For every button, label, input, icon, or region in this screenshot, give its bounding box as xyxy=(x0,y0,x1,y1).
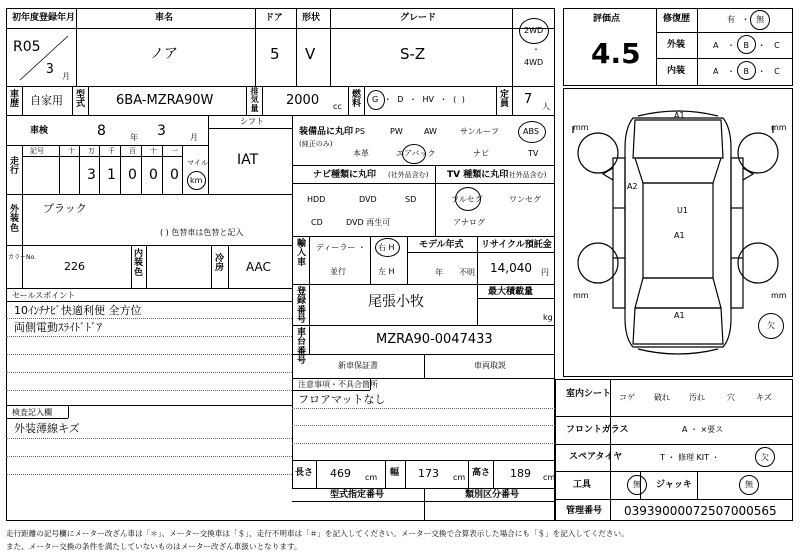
equipment-item: ナビ xyxy=(473,149,489,158)
equipment-sub: (純正のみ) xyxy=(299,140,333,148)
divider xyxy=(146,245,147,288)
divider xyxy=(6,288,292,289)
divider xyxy=(292,378,555,379)
km-unit: km xyxy=(190,176,203,185)
equipment-item: 本革 xyxy=(353,149,369,158)
divider xyxy=(211,245,212,288)
usage-value: 自家用 xyxy=(30,94,63,107)
disp-value: 2000 xyxy=(286,93,320,108)
mileage-digit: 0 xyxy=(170,167,179,183)
divider xyxy=(246,86,247,115)
grade-value: S-Z xyxy=(400,45,426,63)
divider xyxy=(6,318,292,319)
divider xyxy=(68,405,69,418)
interior-color-label: 内装色 xyxy=(133,249,143,278)
equipment-item: サンルーフ xyxy=(460,127,499,136)
divider xyxy=(555,471,793,472)
fuel-options: G ・ D ・ HV ・ ( ) xyxy=(372,95,465,104)
nav-sub: (社外品含む) xyxy=(388,171,429,179)
fuel-label: 燃料 xyxy=(351,90,361,110)
divider xyxy=(697,8,698,86)
mark-a1-rear: A1 xyxy=(674,231,685,240)
divider xyxy=(6,405,292,406)
footer-line-2: また、メーター交換の条件を満たしていないものはメーター改ざん車扱いとなります。 xyxy=(6,542,302,551)
divider xyxy=(435,165,436,236)
divider xyxy=(255,8,256,86)
mile-unit: マイル xyxy=(187,159,208,167)
inspection-year: 8 xyxy=(97,123,106,139)
mileage-header: 一 xyxy=(171,147,178,155)
divider xyxy=(6,438,292,439)
car-name-value: ノア xyxy=(150,46,178,62)
color-value: ブラック xyxy=(43,202,87,215)
shape-label: 形状 xyxy=(302,13,321,23)
no-repair-circle xyxy=(750,10,770,30)
grade-label: グレード xyxy=(400,13,437,23)
divider xyxy=(208,128,292,129)
tools-label: 工具 xyxy=(573,480,592,490)
sales-label: セールスポイント xyxy=(12,291,76,300)
spare-options: T ・ 修理 KIT ・ xyxy=(660,453,720,462)
divider xyxy=(88,86,89,115)
reg-month-unit: 月 xyxy=(62,72,70,81)
height-unit: cm xyxy=(543,473,556,482)
length-unit: cm xyxy=(365,473,378,482)
recycle-unit: 円 xyxy=(541,268,549,277)
divider xyxy=(182,145,183,194)
seat-burn: コゲ xyxy=(619,393,635,402)
divider xyxy=(22,145,23,194)
mark-a2-left: A2 xyxy=(627,182,638,191)
chassis-value: MZRA90-0047433 xyxy=(376,332,493,347)
divider xyxy=(292,460,555,461)
divider xyxy=(6,145,208,146)
divider xyxy=(292,284,555,285)
import-label: 輸入車 xyxy=(296,239,306,268)
nav-label: ナビ種類に丸印 xyxy=(313,170,377,180)
divider xyxy=(309,325,310,354)
model-year-unit: 年 xyxy=(435,268,443,277)
repair-label: 修復歴 xyxy=(663,14,691,24)
tv-analog: アナログ xyxy=(453,218,485,227)
interior-options: A ・ B ・ C xyxy=(713,67,780,76)
seat-scratch: キズ xyxy=(756,393,772,402)
width-label: 幅 xyxy=(390,468,400,478)
capacity-label: 定員 xyxy=(499,90,509,110)
divider xyxy=(364,86,365,115)
mileage-header: 千 xyxy=(108,147,115,155)
inspector-label: 検査記入欄 xyxy=(12,408,52,417)
recycle-label: リサイクル預託金 xyxy=(481,240,552,250)
model-year-label: モデル年式 xyxy=(419,240,464,250)
exterior-options: A ・ B ・ C xyxy=(713,41,780,50)
model-year-unknown: 不明 xyxy=(459,268,475,277)
equipment-label: 装備品に丸印 xyxy=(299,127,354,137)
model-label: 型式 xyxy=(75,90,85,110)
seat-label: 室内シート xyxy=(566,389,612,399)
windshield-label: フロントガラス xyxy=(566,425,629,435)
model-value: 6BA-MZRA90W xyxy=(116,93,214,108)
divider xyxy=(477,236,478,284)
tire-rl-unit: mm xyxy=(573,291,589,300)
nav-hdd: HDD xyxy=(307,195,326,204)
divider xyxy=(22,194,23,245)
notes-value: フロアマットなし xyxy=(298,393,386,406)
drive-2wd: 2WD xyxy=(524,26,544,35)
divider xyxy=(120,145,121,194)
mileage-header: 十 xyxy=(68,147,75,155)
ac-value: AAC xyxy=(246,260,271,274)
equipment-item: AW xyxy=(424,127,437,136)
divider xyxy=(141,145,142,194)
mileage-label: 走行 xyxy=(9,157,19,177)
divider xyxy=(76,8,77,86)
mark-u1-roof: U1 xyxy=(677,206,688,215)
divider xyxy=(296,8,297,86)
divider xyxy=(407,252,555,253)
abs-circle xyxy=(518,121,546,143)
tools-value: 無 xyxy=(633,480,641,489)
divider xyxy=(407,236,408,284)
divider xyxy=(424,488,425,521)
main-form xyxy=(6,8,555,521)
usage-label: 車歴 xyxy=(9,90,19,110)
divider xyxy=(385,460,386,488)
inspection-year-unit: 年 xyxy=(130,133,138,142)
manage-value: 03939000072507000565 xyxy=(624,504,777,518)
shape-value: V xyxy=(305,45,316,63)
registration-label: 登録番号 xyxy=(296,287,306,326)
divider xyxy=(6,336,292,337)
divider xyxy=(6,245,292,246)
exterior-label: 外装 xyxy=(667,40,686,50)
class-designation-label: 類別区分番号 xyxy=(465,490,520,500)
divider xyxy=(6,456,292,457)
equipment-item: PS xyxy=(355,127,365,136)
inspection-label: 車検 xyxy=(30,126,49,136)
divider xyxy=(292,236,555,237)
divider xyxy=(228,245,229,288)
divider xyxy=(309,284,310,325)
score-value: 4.5 xyxy=(591,37,641,70)
interior-label: 内装 xyxy=(667,66,686,76)
ac-label: 冷房 xyxy=(214,254,224,274)
divider xyxy=(512,86,513,115)
divider xyxy=(370,236,371,284)
equipment-item: ABS xyxy=(523,127,539,136)
divider xyxy=(6,28,555,29)
colorcode-value: 226 xyxy=(64,260,85,273)
divider xyxy=(22,156,182,157)
divider xyxy=(262,86,263,115)
type-designation-label: 型式指定番号 xyxy=(330,490,385,500)
divider xyxy=(555,444,793,445)
max-load-unit: kg xyxy=(543,313,553,322)
sales-line-1: 10ｲﾝﾁﾅﾋﾞ快適利便 全方位 xyxy=(14,304,142,317)
mileage-digit: 3 xyxy=(87,167,96,183)
seat-stain: 汚れ xyxy=(689,393,705,402)
divider xyxy=(6,115,555,116)
recycle-value: 14,040 xyxy=(490,261,532,275)
divider xyxy=(79,145,80,194)
max-load-label: 最大積載量 xyxy=(488,287,534,297)
mileage-header: 記号 xyxy=(30,147,44,155)
door-label: ドア xyxy=(265,13,283,23)
reg-date-label: 初年度登録年月 xyxy=(12,13,76,23)
import-right: 右 H xyxy=(378,243,395,252)
divider xyxy=(468,460,469,488)
shift-value: IAT xyxy=(237,152,259,168)
divider xyxy=(697,471,698,499)
chassis-label: 車台番号 xyxy=(296,328,306,367)
width-value: 173 xyxy=(418,467,439,480)
reg-month: 3 xyxy=(46,62,54,77)
divider xyxy=(292,183,555,184)
nav-sd: SD xyxy=(405,195,417,204)
door-value: 5 xyxy=(270,45,280,63)
fullseg-circle xyxy=(455,187,481,211)
inspection-month-unit: 月 xyxy=(190,133,198,142)
equipment-item: エアバック xyxy=(396,149,436,158)
spare-label: スペアタイヤ xyxy=(569,452,623,462)
divider xyxy=(22,245,23,288)
mark-a1-bumper: A1 xyxy=(674,311,685,320)
spare-missing: 欠 xyxy=(761,453,769,462)
divider xyxy=(22,86,23,115)
length-label: 長さ xyxy=(295,468,314,478)
divider xyxy=(6,354,292,355)
manage-label: 管理番号 xyxy=(566,506,603,516)
vehicle-manual: 車両取説 xyxy=(474,361,506,370)
width-unit: cm xyxy=(453,473,466,482)
divider xyxy=(6,372,292,373)
height-label: 高さ xyxy=(472,468,491,478)
divider xyxy=(424,354,425,378)
mileage-digit: 0 xyxy=(128,167,137,183)
capacity-unit: 人 xyxy=(542,102,550,111)
capacity-value: 7 xyxy=(524,92,533,107)
jack-value: 無 xyxy=(745,480,753,489)
registration-value: 尾張小牧 xyxy=(368,294,424,310)
inspector-value: 外装薄線キズ xyxy=(14,422,80,435)
disp-unit: cc xyxy=(333,102,342,111)
height-value: 189 xyxy=(510,467,531,480)
tire-fr-unit: mm xyxy=(771,123,787,132)
divider xyxy=(292,425,555,426)
airbag-circle xyxy=(402,144,426,164)
divider xyxy=(330,8,331,86)
mileage-digit: 1 xyxy=(107,167,116,183)
divider xyxy=(348,86,349,115)
seat-tear: 破れ xyxy=(654,393,670,402)
sales-line-2: 両側電動ｽﾗｲﾄﾞﾄﾞｱ xyxy=(14,321,102,334)
import-left: 左 H xyxy=(378,267,395,276)
length-value: 469 xyxy=(330,467,351,480)
divider xyxy=(370,378,371,390)
divider xyxy=(208,115,209,194)
disp-label: 排気量 xyxy=(250,87,259,113)
divider xyxy=(131,245,132,288)
new-car-warranty: 新車保証書 xyxy=(338,361,378,370)
mark-a1-front: A1 xyxy=(674,111,685,120)
divider xyxy=(493,460,494,488)
inspection-month: 3 xyxy=(157,123,166,139)
divider xyxy=(292,443,555,444)
tv-sub: (社外品含む) xyxy=(506,171,547,179)
tv-label: TV 種類に丸印 xyxy=(447,170,509,180)
divider xyxy=(309,236,310,284)
notes-label: 注意事項・不具合箇所 xyxy=(298,380,378,389)
equipment-item: PW xyxy=(390,127,403,136)
divider xyxy=(6,390,292,391)
nav-cd: CD xyxy=(311,218,323,227)
drive-4wd: 4WD xyxy=(524,58,544,67)
divider xyxy=(512,8,513,86)
divider xyxy=(292,390,370,391)
footer-line-1: 走行距離の記号欄にメーター改ざん車は「＊」、メーター交換車は「＄」、走行不明車は「＃」を記入してください。メーター交換で合算表示した場合にも「＄」を記入してください。 xyxy=(6,529,629,538)
shift-label: シフト xyxy=(240,117,264,126)
equipment-item: TV xyxy=(528,149,539,158)
divider xyxy=(656,32,793,33)
divider xyxy=(6,301,292,302)
reg-era: R05 xyxy=(13,39,41,55)
mileage-header: 百 xyxy=(129,147,136,155)
interior-b-circle xyxy=(737,61,756,80)
score-label: 評価点 xyxy=(593,14,621,24)
import-parallel: 並行 xyxy=(330,267,346,276)
divider xyxy=(6,418,68,419)
tv-fullseg: フルセグ xyxy=(451,195,483,204)
jack-label: ジャッキ xyxy=(656,480,692,490)
repaint-note: ( ) 色替車は色替と記入 xyxy=(160,228,244,237)
mileage-header: 万 xyxy=(88,147,95,155)
divider xyxy=(72,86,73,115)
colorcode-label: カラーNo. xyxy=(8,254,36,261)
tv-oneseg: ワンセグ xyxy=(509,195,541,204)
divider xyxy=(99,145,100,194)
tire-rr-unit: mm xyxy=(771,291,787,300)
nav-dvd: DVD xyxy=(359,195,377,204)
missing-mark: 欠 xyxy=(767,321,775,330)
divider xyxy=(6,194,292,195)
tire-fl-unit: mm xyxy=(573,123,589,132)
windshield-options: A ・ ×要ス xyxy=(682,425,724,434)
divider xyxy=(162,145,163,194)
divider xyxy=(292,408,555,409)
divider xyxy=(316,460,317,488)
divider xyxy=(496,86,497,115)
color-label: 外装色 xyxy=(9,205,19,234)
import-dealer: ディーラー ・ xyxy=(316,243,366,252)
divider xyxy=(292,325,555,326)
drive-dot: ・ xyxy=(532,45,540,54)
mileage-digit: 0 xyxy=(149,167,158,183)
divider xyxy=(555,416,793,417)
divider xyxy=(6,474,292,475)
divider xyxy=(656,58,793,59)
divider xyxy=(477,284,478,325)
seat-hole: 穴 xyxy=(727,393,735,402)
divider xyxy=(292,165,555,166)
divider xyxy=(59,145,60,194)
nav-dvd-play: DVD 再生可 xyxy=(346,218,391,227)
mileage-header: 十 xyxy=(150,147,157,155)
divider xyxy=(292,115,293,488)
divider xyxy=(555,499,793,500)
repair-options: 有 ・ 無 xyxy=(727,15,765,24)
car-name-label: 車名 xyxy=(155,13,174,23)
divider xyxy=(405,460,406,488)
divider xyxy=(656,8,657,86)
exterior-b-circle xyxy=(737,35,756,54)
divider xyxy=(477,298,555,299)
